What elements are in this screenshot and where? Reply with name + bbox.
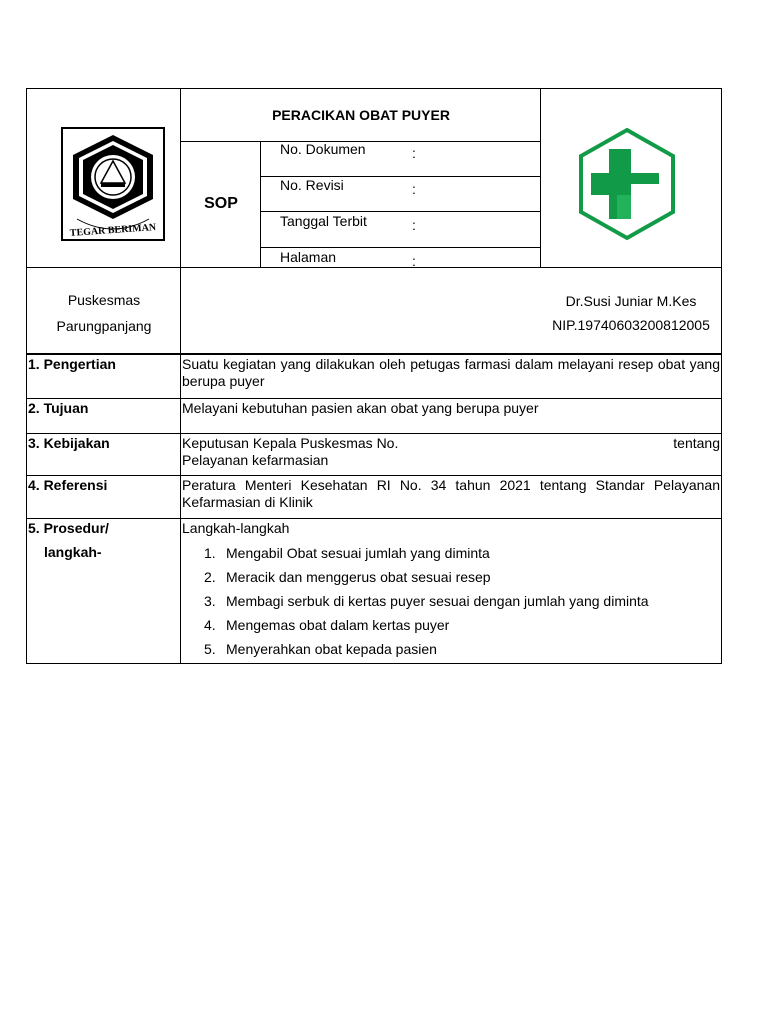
prosedur-label-line2: langkah- [44,544,102,560]
meta-label-dokumen: No. Dokumen [280,141,366,157]
puskesmas-logo [577,127,677,241]
row-value: Melayani kebutuhan pasien akan obat yang berupa puyer [182,400,539,416]
kebijakan-line2: Pelayanan kefarmasian [182,452,329,468]
sop-header [26,88,722,354]
sop-content-table [26,354,722,664]
step-text: Meracik dan menggerus obat sesuai resep [226,569,491,585]
list-item [182,541,720,565]
regency-emblem-logo [61,127,165,241]
list-item [182,613,720,637]
row-prosedur [27,518,721,663]
divider [180,89,181,354]
divider [27,267,722,268]
row-value: Suatu kegiatan yang dilakukan oleh petugas farmasi dalam melayani resep obat yang berupa puyer [182,356,720,389]
step-number: 3. [204,593,216,609]
row-label: 2. Tujuan [27,399,181,433]
document-title: PERACIKAN OBAT PUYER [272,107,450,123]
step-number: 1. [204,545,216,561]
row-label [27,519,181,663]
organization-name [31,287,177,339]
org-line2: Parungpanjang [56,318,152,334]
prosedur-intro: Langkah-langkah [182,520,290,536]
row-kebijakan [27,433,721,475]
prosedur-label-line1: 5. Prosedur/ [28,520,109,536]
row-label: 1. Pengertian [27,355,181,398]
signer-block [539,289,723,337]
org-line1: Puskesmas [67,292,141,308]
step-text: Menyerahkan obat kepada pasien [226,641,437,657]
row-referensi [27,475,721,518]
row-tujuan [27,398,721,433]
step-text: Mengabil Obat sesuai jumlah yang diminta [226,545,490,561]
row-value [181,519,721,663]
sop-label: SOP [204,195,238,212]
meta-label-revisi: No. Revisi [280,177,344,193]
step-text: Mengemas obat dalam kertas puyer [226,617,450,633]
step-number: 2. [204,569,216,585]
list-item [182,637,720,661]
row-label: 3. Kebijakan [27,434,181,475]
meta-label-halaman: Halaman [280,249,337,265]
kebijakan-text: Keputusan Kepala Puskesmas No. [182,435,399,451]
row-value [181,434,721,475]
step-number: 5. [204,641,216,657]
meta-label-tanggal: Tanggal Terbit [280,213,367,229]
row-value: Peratura Menteri Kesehatan RI No. 34 tahun 2021 tentang Standar Pelayanan Kefarmasian di Klinik [182,477,720,510]
meta-colon: : [412,253,416,269]
kebijakan-tentang: tentang [673,435,720,451]
emblem-motto: TEGAR BERIMAN [69,222,157,240]
divider [260,247,540,248]
step-text: Membagi serbuk di kertas puyer sesuai dengan jumlah yang diminta [226,593,649,609]
row-pengertian [27,354,721,398]
signer-name: Dr.Susi Juniar M.Kes [565,293,697,309]
logo-mark: CC [637,183,650,193]
prosedur-steps [182,541,720,661]
row-label: 4. Referensi [27,476,181,518]
divider [260,211,540,212]
step-number: 4. [204,617,216,633]
list-item [182,565,720,589]
meta-colon: : [412,145,416,161]
list-item [182,589,720,613]
signer-nip: NIP.19740603200812005 [552,317,710,333]
meta-colon: : [412,217,416,233]
meta-colon: : [412,181,416,197]
